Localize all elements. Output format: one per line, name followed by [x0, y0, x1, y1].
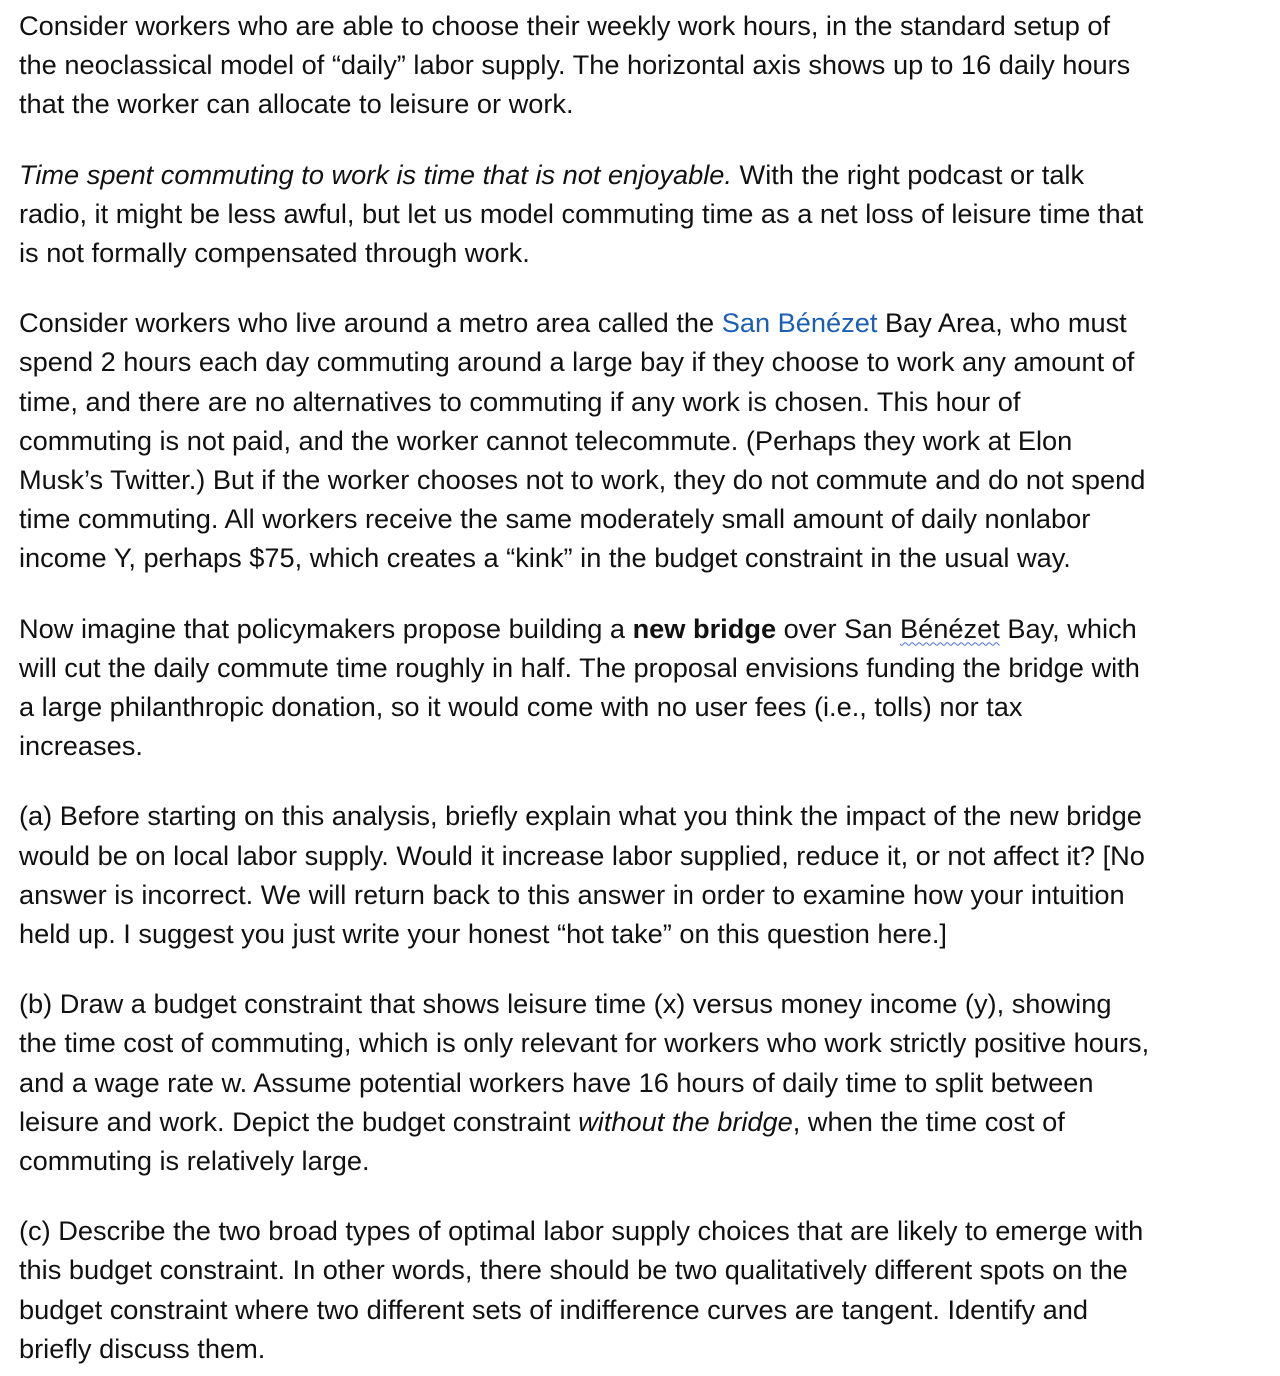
- text-line: (c) Describe the two broad types of optimal labor supply choices that are likely to emerge with: [19, 1215, 1144, 1247]
- text-line: the neoclassical model of “daily” labor supply. The horizontal axis shows up to 16 daily hours: [19, 49, 1131, 81]
- question-c: [19, 1211, 1269, 1368]
- text-segment: Consider workers who live around a metro area called the: [19, 307, 722, 339]
- text-line: [19, 1102, 1269, 1141]
- text-line: that the worker can allocate to leisure or work.: [19, 88, 574, 120]
- text-line: Consider workers who are able to choose their weekly work hours, in the standard setup of: [19, 10, 1111, 41]
- san-benezet-link[interactable]: San Bénézet: [721, 307, 878, 339]
- paragraph-metro-area: [19, 303, 1269, 577]
- text-line: [19, 303, 1269, 342]
- text-line: (b) Draw a budget constraint that shows leisure time (x) versus money income (y), showing: [19, 988, 1112, 1020]
- text-segment: leisure and work. Depict the budget constraint: [19, 1105, 579, 1137]
- text-line: [19, 155, 1269, 194]
- text-line: answer is incorrect. We will return back to this answer in order to examine how your intuition: [19, 878, 1125, 910]
- text-line: commuting is not paid, and the worker cannot telecommute. (Perhaps they work at Elon: [19, 424, 1073, 456]
- paragraph-commuting: [19, 155, 1269, 273]
- text-line: spend 2 hours each day commuting around a large bay if they choose to work any amount of: [19, 346, 1135, 378]
- question-b: [19, 984, 1269, 1180]
- spellcheck-underline-word[interactable]: Bénézet: [900, 612, 1000, 644]
- paragraph-intro: [19, 6, 1269, 124]
- text-line: will cut the daily commute time roughly in half. The proposal envisions funding the bridge with: [19, 651, 1140, 683]
- text-segment: Now imagine that policymakers propose building a: [19, 612, 633, 644]
- text-line: is not formally compensated through work.: [19, 237, 530, 269]
- text-line: would be on local labor supply. Would it increase labor supplied, reduce it, or not affect it? [No: [19, 839, 1145, 871]
- text-line: [19, 609, 1269, 648]
- text-line: time commuting. All workers receive the same moderately small amount of daily nonlabor: [19, 503, 1091, 535]
- emphasis-text: without the bridge: [578, 1105, 793, 1137]
- text-line: Musk’s Twitter.) But if the worker chooses not to work, they do not commute and do not spend: [19, 464, 1146, 496]
- text-line: time, and there are no alternatives to commuting if any work is chosen. This hour of: [19, 385, 1021, 417]
- text-line: and a wage rate w. Assume potential workers have 16 hours of daily time to split between: [19, 1066, 1094, 1098]
- text-line: increases.: [19, 730, 143, 762]
- emphasis-text: Time spent commuting to work is time that is not enjoyable.: [19, 158, 732, 190]
- text-line: held up. I suggest you just write your honest “hot take” on this question here.]: [19, 918, 947, 950]
- text-line: budget constraint where two different sets of indifference curves are tangent. Identify and: [19, 1293, 1089, 1325]
- text-segment: over San: [776, 612, 901, 644]
- text-segment: With the right podcast or talk: [731, 158, 1085, 190]
- text-line: (a) Before starting on this analysis, briefly explain what you think the impact of the new bridge: [19, 800, 1142, 832]
- text-line: radio, it might be less awful, but let us model commuting time as a net loss of leisure time that: [19, 197, 1144, 229]
- paragraph-new-bridge: [19, 609, 1269, 766]
- text-line: commuting is relatively large.: [19, 1145, 370, 1177]
- question-a: [19, 796, 1269, 953]
- text-line: income Y, perhaps $75, which creates a “kink” in the budget constraint in the usual way.: [19, 542, 1071, 574]
- text-line: briefly discuss them.: [19, 1332, 266, 1364]
- text-line: the time cost of commuting, which is only relevant for workers who work strictly positive hours,: [19, 1027, 1150, 1059]
- text-segment: Bay Area, who must: [877, 307, 1127, 339]
- text-line: this budget constraint. In other words, there should be two qualitatively different spots on the: [19, 1254, 1128, 1286]
- text-line: a large philanthropic donation, so it would come with no user fees (i.e., tolls) nor tax: [19, 691, 1023, 723]
- text-segment: , when the time cost of: [792, 1105, 1065, 1137]
- bold-text: new bridge: [632, 612, 777, 644]
- text-segment: Bay, which: [999, 612, 1137, 644]
